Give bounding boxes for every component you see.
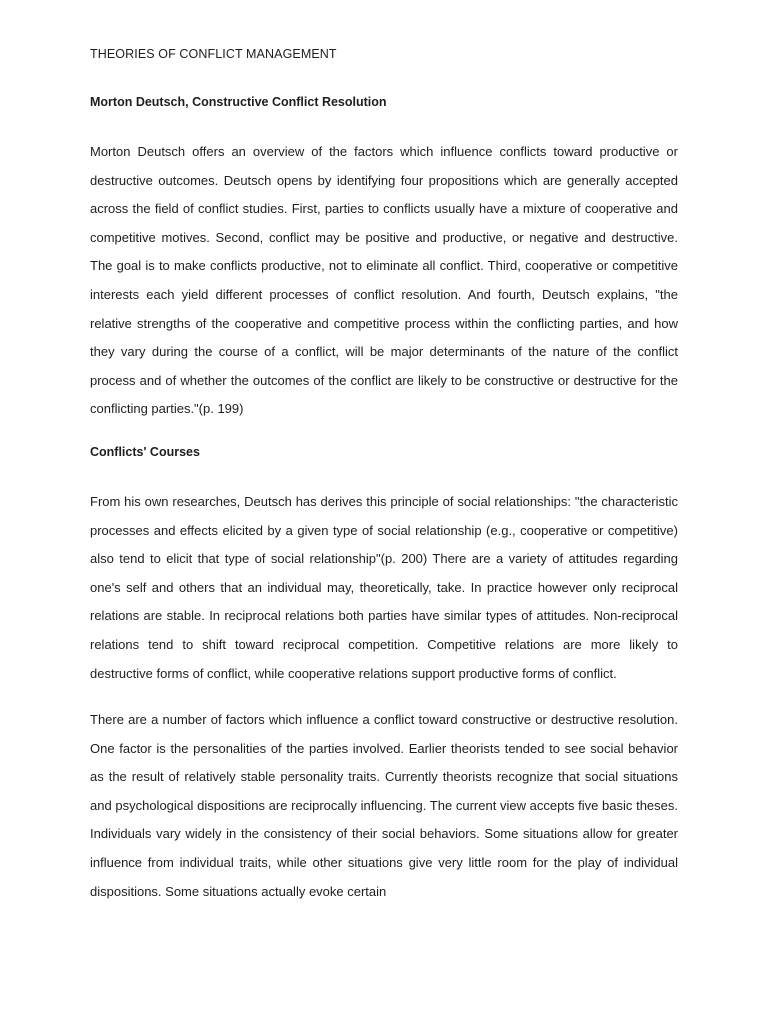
paragraph-overview: Morton Deutsch offers an overview of the factors which influence conflicts toward productive or destructive outcomes. Deutsch opens by identifying four propositions which are generally accepted across the field of conflict studies. First, parties to conflicts usually have a mixture of cooperative and competitive motives. Second, conflict may be positive and productive, or negative and destructive. The goal is to make conflicts productive, not to eliminate all conflict. Third, cooperative or competitive interests each yield different processes of conflict resolution. And fourth, Deutsch explains, "the relative strengths of the cooperative and competitive process within the conflicting parties, and how they vary during the course of a conflict, will be major determinants of the nature of the conflict process and of whether the outcomes of the conflict are likely to be constructive or destructive for the conflicting parties."(p. 199) — [90, 144, 678, 417]
paragraph-factors: There are a number of factors which influence a conflict toward constructive or destructive resolution. One factor is the personalities of the parties involved. Earlier theorists tended to see social behavior as the result of relatively stable personality traits. Currently theorists recognize that social situations and psychological dispositions are reciprocally influencing. The current view accepts five basic theses. Individuals vary widely in the consistency of their social behaviors. Some situations allow for greater influence from individual traits, while other situations give very little room for the play of individual dispositions. Some situations actually evoke certain — [90, 712, 678, 899]
document-title: THEORIES OF CONFLICT MANAGEMENT — [90, 47, 337, 61]
section-heading-conflicts-courses: Conflicts' Courses — [90, 444, 200, 459]
paragraph-social-relationships: From his own researches, Deutsch has derives this principle of social relationships: "the characteristic processes and effects elicited by a given type of social relationship (e.g., cooperative or competitive) also tend to elicit that type of social relationship"(p. 200) There are a variety of attitudes regarding one's self and others that an individual may, theoretically, take. In practice however only reciprocal relations are stable. In reciprocal relations both parties have similar types of attitudes. Non-reciprocal relations tend to shift toward reciprocal competition. Competitive relations are more likely to destructive forms of conflict, while cooperative relations support productive forms of conflict. — [90, 493, 678, 681]
document-page — [90, 44, 678, 906]
section-heading-deutsch: Morton Deutsch, Constructive Conflict Resolution — [90, 95, 387, 109]
